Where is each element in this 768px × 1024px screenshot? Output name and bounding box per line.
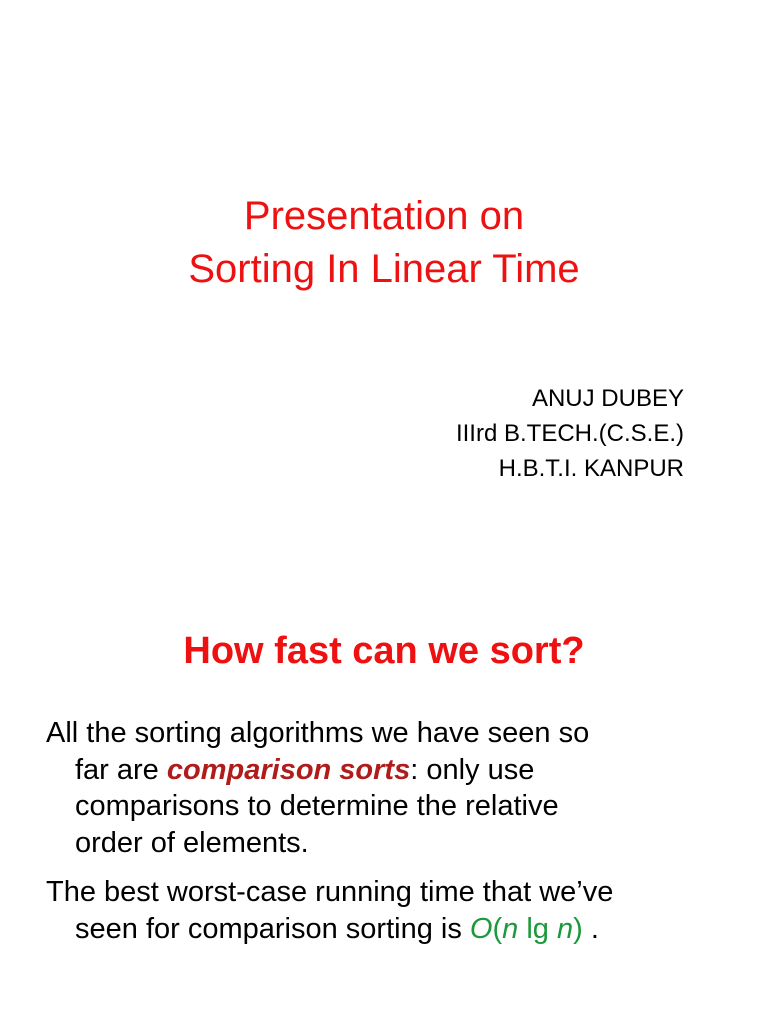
title-line-1: Presentation on <box>243 194 525 238</box>
title-line-2: Sorting In Linear Time <box>188 247 580 291</box>
para1-line2-post: : only use <box>410 753 535 786</box>
comparison-sorts-term: comparison sorts <box>166 753 411 786</box>
para1-line2 <box>46 752 736 789</box>
math-n-first: n <box>502 912 519 945</box>
paragraph-running-time <box>46 874 736 947</box>
paragraph-comparison-sorts <box>46 715 736 861</box>
author-institute: H.B.T.I. KANPUR <box>498 455 684 482</box>
para1-line1: All the sorting algorithms we have seen so <box>46 717 590 749</box>
math-lg: lg <box>518 912 557 945</box>
para2-line1: The best worst-case running time that we’ve <box>46 876 614 908</box>
para2-line2-pre: seen for comparison sorting is <box>75 912 470 945</box>
author-course: IIIrd B.TECH.(C.S.E.) <box>455 420 684 447</box>
para1-line4: order of elements. <box>75 826 309 859</box>
para1-line2-pre: far are <box>75 753 167 786</box>
big-o-expression <box>470 913 583 945</box>
para2-line2 <box>46 911 736 948</box>
content-slide <box>0 580 768 1024</box>
author-name: ANUJ DUBEY <box>531 385 684 412</box>
presentation-title <box>0 190 768 296</box>
math-open-paren: ( <box>492 912 503 945</box>
math-close-paren: ) <box>573 912 583 945</box>
math-o: O <box>469 912 493 945</box>
para1-line3: comparisons to determine the relative <box>75 790 559 822</box>
math-n-second: n <box>556 912 574 945</box>
author-info <box>456 381 684 486</box>
slide-heading: How fast can we sort? <box>183 630 585 672</box>
para2-line2-post: . <box>582 912 599 945</box>
